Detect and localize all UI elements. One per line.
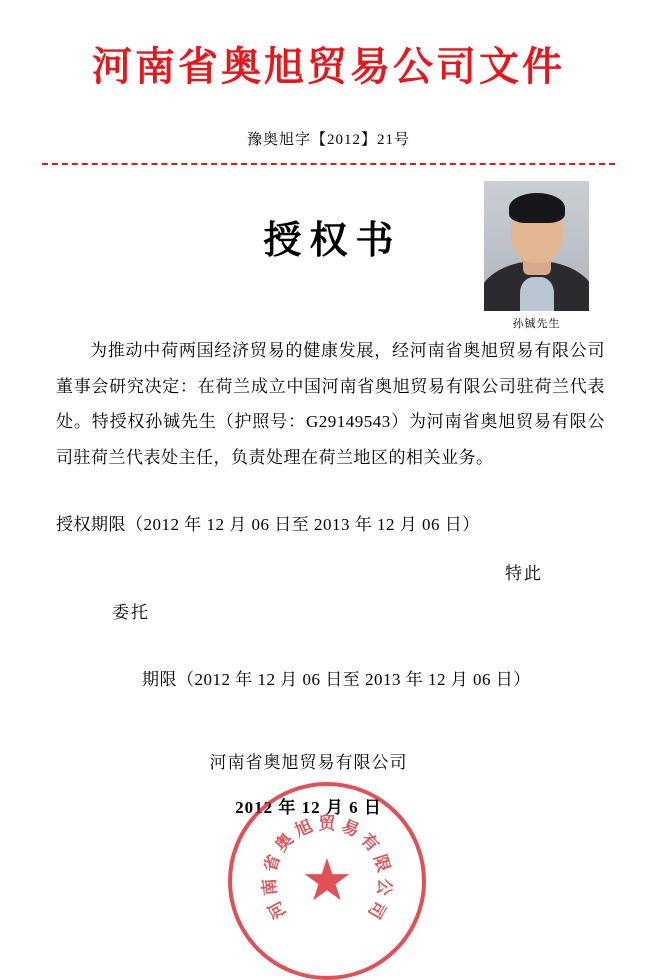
portrait-photo-caption: 孙铖先生 — [512, 318, 561, 330]
seal-arc-char: 公 — [373, 877, 395, 897]
seal-arc-char: 司 — [364, 897, 390, 922]
seal-arc-char: 奥 — [271, 829, 298, 856]
company-masthead-title: 河南省奥旭贸易公司文件 — [92, 43, 565, 90]
document-title: 授权书 — [263, 217, 402, 262]
signature-block — [42, 748, 615, 818]
title-and-photo-row — [42, 167, 615, 330]
signature-date: 2012 年 12 月 6 日 — [235, 797, 382, 817]
seal-arc-char: 省 — [260, 852, 284, 875]
teci-text: 特此 — [505, 563, 543, 583]
seal-arc-char: 河 — [264, 897, 290, 922]
masthead — [42, 0, 615, 90]
term-restated-line: 期限（2012 年 12 月 06 日至 2013 年 12 月 06 日） — [142, 669, 531, 689]
seal-arc-char: 南 — [259, 877, 281, 897]
photo-shirt-shape — [520, 277, 554, 311]
seal-arc-char: 旭 — [291, 816, 316, 841]
portrait-photo — [484, 181, 589, 311]
photo-hair-shape — [509, 193, 565, 223]
seal-arc-char: 限 — [370, 852, 394, 875]
body-paragraph: 为推动中荷两国经济贸易的健康发展，经河南省奥旭贸易有限公司董事会研究决定：在荷兰成立中国河南省奥旭贸易有限公司驻荷兰代表处。特授权孙铖先生（护照号：G29149543）为河南省奥旭贸易有限公司驻荷兰代表处主任，负责处理在荷兰地区的相关业务。 — [56, 341, 605, 468]
seal-arc-char: 有 — [356, 829, 383, 856]
portrait-photo-block — [484, 181, 589, 331]
seal-arc-char: 贸 — [318, 814, 336, 833]
weituo-text: 委托 — [112, 602, 150, 622]
document-number: 豫奥旭字【2012】21号 — [246, 132, 410, 148]
seal-star-glyph: ★ — [301, 848, 353, 913]
seal-arc-char: 易 — [338, 816, 363, 841]
authorization-term-line: 授权期限（2012 年 12 月 06 日至 2013 年 12 月 06 日） — [56, 514, 480, 534]
signature-company-name: 河南省奥旭贸易有限公司 — [209, 752, 408, 772]
document-body — [42, 333, 615, 476]
